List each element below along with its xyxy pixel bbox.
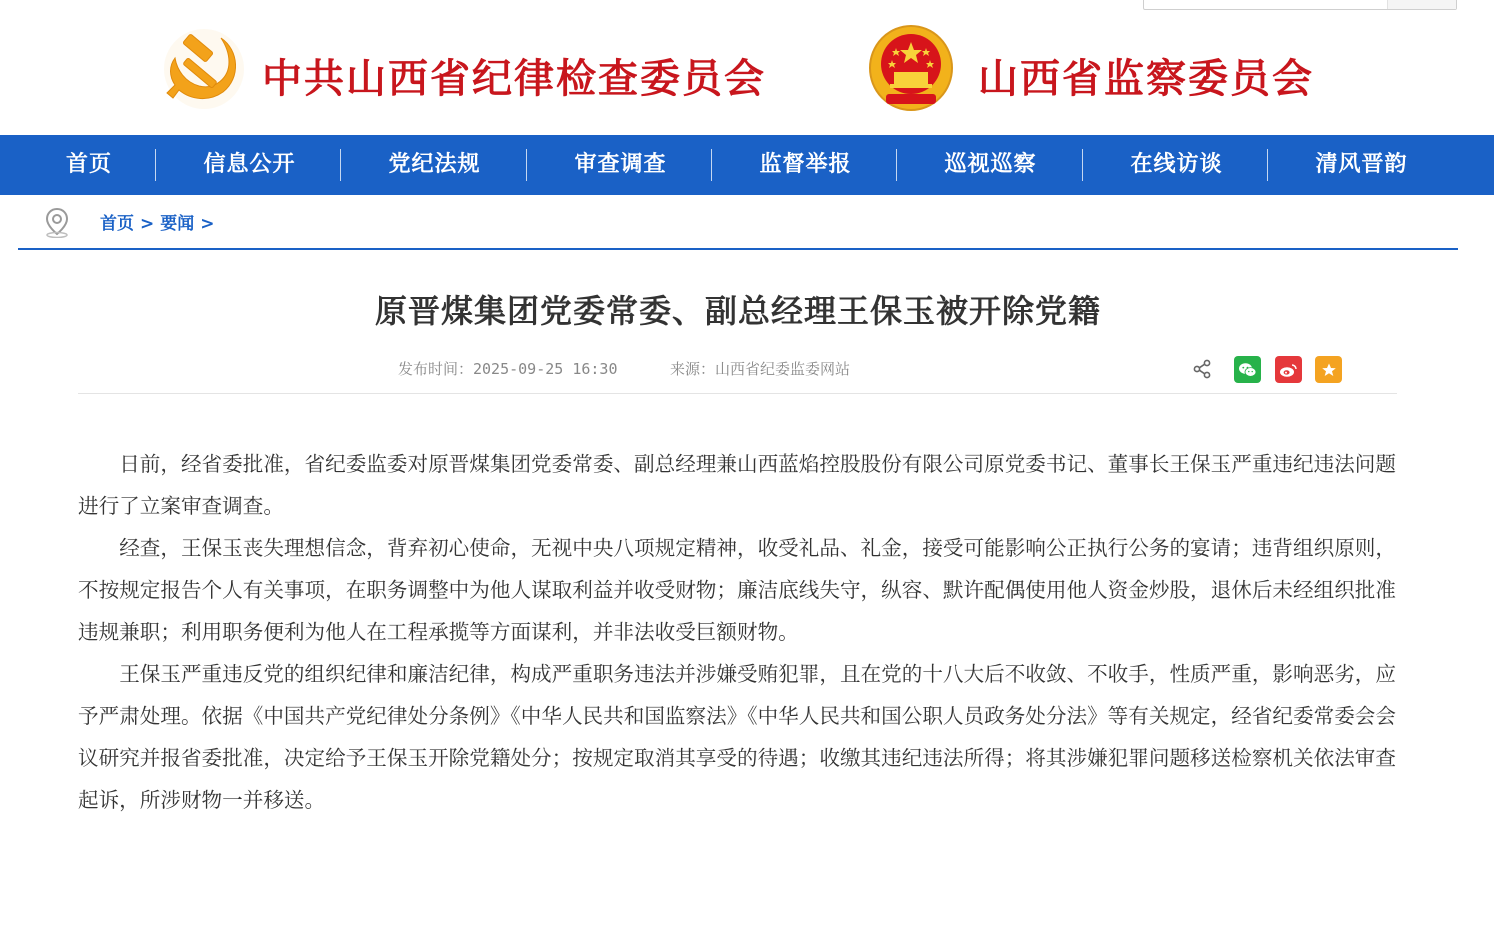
meta-divider [78,393,1397,394]
article-paragraph: 王保玉严重违反党的组织纪律和廉洁纪律，构成严重职务违法并涉嫌受贿犯罪，且在党的十八大后不收敛、不收手，性质严重，影响恶劣，应予严肃处理。依据《中国共产党纪律处分条例》《中华人民共和国监察法》《中华人民共和国公职人员政务处分法》等有关规定，经省纪委常委会会议研究并报省委批准，决定给予王保玉开除党籍处分；按规定取消其享受的待遇；收缴其违纪违法所得；将其涉嫌犯罪问题移送检察机关依法审查起诉，所涉财物一并移送。 [78,662,1396,812]
article-paragraph: 日前，经省委批准，省纪委监委对原晋煤集团党委常委、副总经理兼山西蓝焰控股股份有限公司原党委书记、董事长王保玉严重违纪违法问题进行了立案审查调查。 [78,452,1396,518]
wechat-icon [1238,362,1257,378]
publish-time: 发布时间：2025-09-25 16:30 [398,360,618,378]
breadcrumb-separator: > [140,214,155,234]
main-nav [0,135,1494,195]
breadcrumb-bar [18,195,1458,250]
star-icon [1321,362,1337,378]
share-weibo-button[interactable] [1275,356,1302,383]
nav-item-home[interactable]: 首页 [65,152,112,177]
nav-divider [711,149,712,181]
nav-item-party-rules[interactable]: 党纪法规 [388,152,481,177]
org-title-supervision: 山西省监察委员会 [978,55,1314,102]
weibo-icon [1279,362,1298,378]
nav-item-info-disclosure[interactable]: 信息公开 [203,152,296,177]
nav-divider [526,149,527,181]
nav-divider [896,149,897,181]
article-paragraph: 经查，王保玉丧失理想信念，背弃初心使命，无视中央八项规定精神，收受礼品、礼金，接受可能影响公正执行公务的宴请；违背组织原则，不按规定报告个人有关事项，在职务调整中为他人谋取利益并收受财物；廉洁底线失守，纵容、默许配偶使用他人资金炒股，退休后未经组织批准违规兼职；利用职务便利为他人在工程承揽等方面谋利，并非法收受巨额财物。 [78,536,1396,644]
org-title-cpc: 中共山西省纪律检查委员会 [262,55,766,102]
nav-divider [155,149,156,181]
article-title: 原晋煤集团党委常委、副总经理王保玉被开除党籍 [374,292,1101,330]
article-body [78,443,1396,821]
article-source: 来源：山西省纪委监委网站 [670,360,851,378]
nav-item-clean-wind[interactable]: 清风晋韵 [1315,152,1408,177]
nav-item-supervision-report[interactable]: 监督举报 [759,152,852,177]
site-header [0,0,1494,135]
national-emblem-icon [868,24,954,112]
nav-item-inspection[interactable]: 巡视巡察 [944,152,1037,177]
breadcrumb-home-link[interactable]: 首页 [100,214,134,234]
breadcrumb-separator: > [200,214,215,234]
party-emblem-icon [163,28,245,110]
nav-item-online-interview[interactable]: 在线访谈 [1130,152,1223,177]
location-pin-icon [42,206,72,238]
nav-divider [1082,149,1083,181]
share-wechat-button[interactable] [1234,356,1261,383]
favorite-button[interactable] [1315,356,1342,383]
breadcrumb [100,209,221,234]
breadcrumb-section-link[interactable]: 要闻 [160,214,195,234]
nav-divider [340,149,341,181]
nav-divider [1267,149,1268,181]
nav-item-investigation[interactable]: 审查调查 [574,152,667,177]
share-icon[interactable] [1190,357,1214,381]
